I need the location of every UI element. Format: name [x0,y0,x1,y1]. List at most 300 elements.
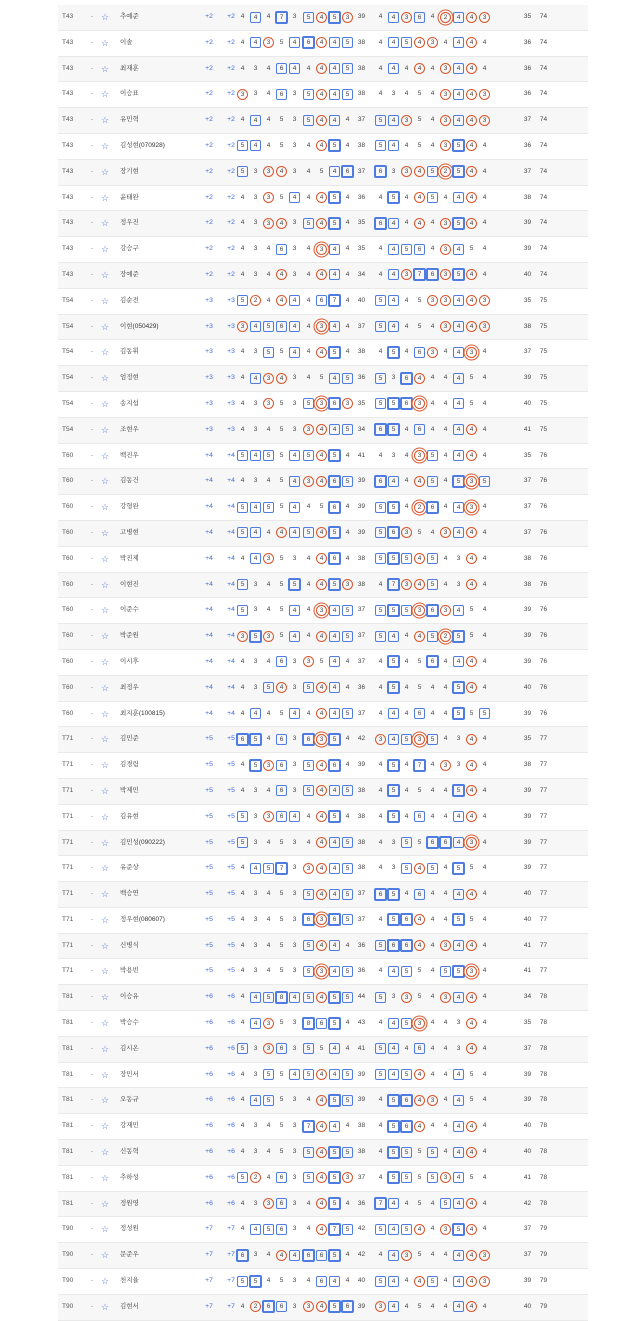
hole-score-value: 3 [456,735,461,743]
table-row[interactable] [58,805,588,831]
star-icon[interactable]: ☆ [100,966,110,977]
hole-score-value: 4 [404,219,409,227]
table-row[interactable] [58,186,588,212]
hole-score-value: 3 [292,1173,297,1181]
hole-score-value: 2 [440,631,451,642]
player-name[interactable]: 유준상 [120,864,139,872]
star-icon[interactable]: ☆ [100,244,110,255]
hole-score [452,573,465,598]
star-icon[interactable]: ☆ [100,1043,110,1054]
to-par-cell: +6 [205,993,213,1001]
table-row[interactable] [58,1037,588,1063]
hole-score [465,444,478,469]
hole-score [374,1166,387,1191]
hole-score [439,831,452,856]
hole-score-value: 2 [250,1301,261,1312]
player-name[interactable]: 김동휘 [120,348,139,356]
hole-score-value: 5 [328,1146,341,1159]
player-name[interactable]: 신병식 [120,941,139,949]
star-icon[interactable]: ☆ [100,760,110,771]
movement-cell: - [90,425,94,433]
hole-score-value: 6 [426,501,439,514]
in-total: 39 [523,1096,532,1104]
hole-score-value: 3 [253,606,258,614]
hole-score-value: 4 [430,1044,435,1052]
table-row[interactable] [58,1269,588,1295]
hole-score-value: 4 [266,786,271,794]
hole-score [374,31,387,56]
table-row[interactable] [58,340,588,366]
table-row[interactable] [58,1295,588,1321]
star-icon[interactable]: ☆ [100,631,110,642]
table-row[interactable] [58,1140,588,1166]
movement-cell: - [90,13,94,20]
star-icon[interactable]: ☆ [100,295,110,306]
hole-score-value: 3 [253,890,258,898]
player-name[interactable]: 김시온 [120,1044,139,1052]
table-row[interactable] [58,82,588,108]
hole-score [400,676,413,701]
player-name[interactable]: 이승유 [120,993,139,1001]
player-name[interactable]: 천지율 [120,1277,139,1285]
player-name[interactable]: 백승연 [120,890,139,898]
to-par-cell: +4 [205,606,213,614]
hole-score [262,31,275,56]
player-name[interactable]: 최지훈(100815) [120,709,165,717]
player-name[interactable]: 추예준 [120,13,139,20]
star-icon[interactable]: ☆ [100,398,110,409]
hole-score-value: 4 [482,193,487,201]
player-name[interactable]: 장민서 [120,1070,139,1078]
table-row[interactable] [58,882,588,908]
table-row[interactable] [58,908,588,934]
hole-score [400,418,413,443]
player-name[interactable]: 이솔 [120,38,133,46]
player-name[interactable]: 송지섭 [120,399,139,407]
star-icon[interactable]: ☆ [100,1276,110,1287]
player-name[interactable]: 박승수 [120,1019,139,1027]
hole-score [315,1269,328,1294]
table-row[interactable] [58,1243,588,1269]
hole-score-value: 3 [456,1019,461,1027]
hole-score [249,1140,262,1165]
player-name[interactable]: 이승표 [120,90,139,98]
player-name[interactable]: 박진제 [120,554,139,562]
star-icon[interactable]: ☆ [100,218,110,229]
table-row[interactable] [58,495,588,521]
star-icon[interactable]: ☆ [100,37,110,48]
star-icon[interactable]: ☆ [100,914,110,925]
table-row[interactable] [58,108,588,134]
player-name[interactable]: 김순전 [120,296,139,304]
star-icon[interactable]: ☆ [100,863,110,874]
hole-score [249,985,262,1010]
star-icon[interactable]: ☆ [100,1250,110,1261]
table-row[interactable] [58,598,588,624]
player-name[interactable]: 추하성 [120,1173,139,1181]
player-name[interactable]: 박준원 [120,632,139,640]
hole-score [315,805,328,830]
star-icon[interactable]: ☆ [100,89,110,100]
table-row[interactable] [58,1192,588,1218]
player-name[interactable]: 오동규 [120,1096,139,1104]
hole-score-value: 3 [440,1224,451,1235]
hole-score-value: 4 [466,656,477,667]
hole-score [315,959,328,984]
star-icon[interactable]: ☆ [100,992,110,1003]
player-name[interactable]: 김유현 [120,812,139,820]
hole-score-value: 4 [316,863,327,874]
hole-score-value: 3 [440,218,451,229]
hole-score [328,57,341,82]
player-name[interactable]: 정우진 [120,219,139,227]
hole-score [439,1114,452,1139]
hole-score [387,702,400,727]
in-total: 38 [523,193,532,201]
position-cell: T60 [62,528,74,536]
star-icon[interactable]: ☆ [100,889,110,900]
hole-score-value: 3 [253,915,258,923]
player-name[interactable]: 고병현 [120,528,139,536]
hole-score [249,1063,262,1088]
in-total: 40 [523,1302,532,1310]
table-row[interactable] [58,1114,588,1140]
star-icon[interactable]: ☆ [100,321,110,332]
hole-score-value: 4 [316,708,327,719]
table-row[interactable] [58,521,588,547]
out-total: 39 [357,528,366,536]
hole-score [249,1088,262,1113]
player-name[interactable]: 윤태완 [120,193,139,201]
player-name[interactable]: 엄정현 [120,374,139,382]
hole-score-value: 4 [453,1147,464,1158]
player-name[interactable]: 장예준 [120,270,139,278]
table-row[interactable] [58,263,588,289]
hole-score-value: 3 [342,12,353,23]
table-row[interactable] [58,366,588,392]
hole-score-value: 4 [378,348,383,356]
player-name[interactable]: 유민혁 [120,116,139,124]
hole-score [426,1037,439,1062]
star-icon[interactable]: ☆ [100,424,110,435]
today-cell: +7 [227,1277,235,1285]
hole-score-value: 4 [430,967,435,975]
table-row[interactable] [58,289,588,315]
hole-score [262,753,275,778]
star-icon[interactable]: ☆ [100,785,110,796]
star-icon[interactable]: ☆ [100,476,110,487]
star-icon[interactable]: ☆ [100,347,110,358]
table-row[interactable] [58,392,588,418]
table-row[interactable] [58,856,588,882]
hole-score-value: 4 [388,708,399,719]
star-icon[interactable]: ☆ [100,579,110,590]
hole-score [387,856,400,881]
hole-score [302,108,315,133]
hole-score-value: 7 [413,268,426,281]
hole-score [236,702,249,727]
hole-score-value: 4 [345,761,350,769]
table-row[interactable] [58,418,588,444]
hole-score-value: 4 [443,374,448,382]
table-row[interactable] [58,753,588,779]
hole-score [374,237,387,262]
star-icon[interactable]: ☆ [100,269,110,280]
out-total: 37 [357,709,366,717]
position-cell: T43 [62,90,74,98]
player-name[interactable]: 이시후 [120,657,139,665]
star-icon[interactable]: ☆ [100,682,110,693]
player-name[interactable]: 김동건 [120,477,139,485]
star-icon[interactable]: ☆ [100,12,110,22]
table-row[interactable] [58,547,588,573]
table-row[interactable] [58,315,588,341]
hole-score-value: 3 [456,554,461,562]
hole-score-value: 4 [404,141,409,149]
player-name[interactable]: 박용빈 [120,967,139,975]
hole-score [288,340,301,365]
hole-score [439,676,452,701]
hole-score [302,1037,315,1062]
hole-score [288,753,301,778]
table-row[interactable] [58,1011,588,1037]
player-name[interactable]: 이준수 [120,606,139,614]
table-row[interactable] [58,985,588,1011]
hole-score-value: 5 [342,37,353,48]
hole-score [478,418,491,443]
star-icon[interactable]: ☆ [100,605,110,616]
player-name[interactable]: 강재민 [120,1122,139,1130]
table-row[interactable] [58,237,588,263]
hole-score [413,444,426,469]
hole-score [478,392,491,417]
player-name[interactable]: 정성원 [120,1225,139,1233]
hole-score-value: 4 [289,321,300,332]
table-row[interactable] [58,1217,588,1243]
table-row[interactable] [58,573,588,599]
to-par-cell: +7 [205,1225,213,1233]
table-row[interactable] [58,57,588,83]
hole-score-value: 3 [414,1018,425,1029]
star-icon[interactable]: ☆ [100,373,110,384]
hole-score [426,57,439,82]
star-icon[interactable]: ☆ [100,1224,110,1235]
star-icon[interactable]: ☆ [100,450,110,461]
in-total: 39 [523,245,532,253]
hole-score [236,573,249,598]
table-row[interactable] [58,211,588,237]
hole-score [341,753,354,778]
player-name[interactable]: 최정우 [120,683,139,691]
hole-score-value: 3 [263,760,274,771]
player-name[interactable]: 최재훈 [120,64,139,72]
hole-score [236,856,249,881]
player-name[interactable]: 이현(050429) [120,322,159,330]
hole-score-value: 3 [292,761,297,769]
table-row[interactable] [58,134,588,160]
player-name[interactable]: 김현서 [120,1302,139,1310]
star-icon[interactable]: ☆ [100,1172,110,1183]
hole-score [400,547,413,572]
hole-score-value: 5 [452,165,465,178]
hole-score-value: 5 [342,476,353,487]
table-row[interactable] [58,1166,588,1192]
table-row[interactable] [58,469,588,495]
hole-score [465,495,478,520]
table-row[interactable] [58,727,588,753]
star-icon[interactable]: ☆ [100,502,110,513]
hole-score [387,676,400,701]
hole-score-value: 3 [292,735,297,743]
star-icon[interactable]: ☆ [100,940,110,951]
hole-score-value: 5 [263,1095,274,1106]
hole-score [236,82,249,107]
hole-score [426,805,439,830]
hole-score [315,469,328,494]
player-name[interactable]: 강승구 [120,245,139,253]
star-icon[interactable]: ☆ [100,1198,110,1209]
hole-score-value: 5 [303,1069,314,1080]
hole-score [374,160,387,185]
to-par-cell: +4 [205,580,213,588]
star-icon[interactable]: ☆ [100,656,110,667]
star-icon[interactable]: ☆ [100,1121,110,1132]
to-par-cell: +4 [205,554,213,562]
hole-score-value: 7 [328,294,341,307]
today-cell: +3 [227,322,235,330]
table-row[interactable] [58,959,588,985]
table-row[interactable] [58,1088,588,1114]
table-row[interactable] [58,5,588,31]
hole-score [426,82,439,107]
hole-score-value: 3 [253,1148,258,1156]
hole-score-value: 4 [404,425,409,433]
player-name[interactable]: 백진우 [120,451,139,459]
table-row[interactable] [58,1063,588,1089]
star-icon[interactable]: ☆ [100,811,110,822]
star-icon[interactable]: ☆ [100,527,110,538]
star-icon[interactable]: ☆ [100,1095,110,1106]
player-name[interactable]: 조현우 [120,425,139,433]
hole-score [413,985,426,1010]
table-row[interactable] [58,831,588,857]
player-name[interactable]: 박제민 [120,786,139,794]
star-icon[interactable]: ☆ [100,166,110,177]
star-icon[interactable]: ☆ [100,837,110,848]
hole-score [275,5,288,30]
hole-score [249,134,262,159]
table-row[interactable] [58,624,588,650]
player-name[interactable]: 문준우 [120,1251,139,1259]
table-row[interactable] [58,676,588,702]
star-icon[interactable]: ☆ [100,115,110,126]
hole-score [249,82,262,107]
hole-score-value: 4 [306,1199,311,1207]
hole-score-value: 3 [253,967,258,975]
hole-score [374,702,387,727]
hole-score-value: 5 [401,1018,412,1029]
hole-score-value: 4 [453,1121,464,1132]
player-name[interactable]: 김경림 [120,761,139,769]
hole-score-value: 5 [387,604,400,617]
table-row[interactable] [58,702,588,728]
hole-score-value: 5 [342,1095,353,1106]
table-row[interactable] [58,650,588,676]
star-icon[interactable]: ☆ [100,1018,110,1029]
hole-score-value: 3 [466,837,477,848]
hole-score-value: 6 [276,321,287,332]
hole-score-value: 5 [279,606,284,614]
hole-score-value: 4 [453,889,464,900]
round-total: 74 [539,193,548,201]
hole-score [439,186,452,211]
star-icon[interactable]: ☆ [100,63,110,74]
hole-score [387,753,400,778]
hole-score [400,1192,413,1217]
hole-score [413,805,426,830]
hole-score [262,1166,275,1191]
hole-score-value: 5 [279,193,284,201]
player-name[interactable]: 이현진 [120,580,139,588]
hole-score [465,753,478,778]
star-icon[interactable]: ☆ [100,734,110,745]
star-icon[interactable]: ☆ [100,553,110,564]
star-icon[interactable]: ☆ [100,1069,110,1080]
movement-cell: - [90,374,94,382]
hole-score [413,186,426,211]
hole-score [413,315,426,340]
player-name[interactable]: 정원영 [120,1199,139,1207]
hole-score-value: 5 [303,527,314,538]
hole-score [341,186,354,211]
hole-score [400,1217,413,1242]
table-row[interactable] [58,444,588,470]
hole-score-value: 5 [387,1094,400,1107]
star-icon[interactable]: ☆ [100,1147,110,1158]
player-name[interactable]: 정우현(080607) [120,915,165,923]
in-total: 38 [523,322,532,330]
star-icon[interactable]: ☆ [100,140,110,151]
star-icon[interactable]: ☆ [100,708,110,719]
hole-score [387,1166,400,1191]
hole-score [249,418,262,443]
hole-score-value: 4 [266,657,271,665]
hole-score [236,418,249,443]
player-name[interactable]: 장기현 [120,167,139,175]
hole-score-value: 5 [328,1094,341,1107]
in-total: 39 [523,709,532,717]
table-row[interactable] [58,779,588,805]
hole-score-value: 6 [276,89,287,100]
player-name[interactable]: 김민준 [120,735,139,743]
star-icon[interactable]: ☆ [100,1301,110,1312]
player-name[interactable]: 김성현(070928) [120,141,165,149]
player-name[interactable]: 신동혁 [120,1148,139,1156]
hole-score [465,727,478,752]
player-name[interactable]: 강형완 [120,503,139,511]
table-row[interactable] [58,31,588,57]
hole-score-value: 4 [453,37,464,48]
star-icon[interactable]: ☆ [100,192,110,203]
hole-score-value: 4 [378,193,383,201]
player-name[interactable]: 김민성(090222) [120,838,165,846]
hole-score [387,882,400,907]
out-total: 37 [357,606,366,614]
table-row[interactable] [58,934,588,960]
out-total: 38 [357,38,366,46]
hole-score-value: 4 [453,527,464,538]
table-row[interactable] [58,160,588,186]
